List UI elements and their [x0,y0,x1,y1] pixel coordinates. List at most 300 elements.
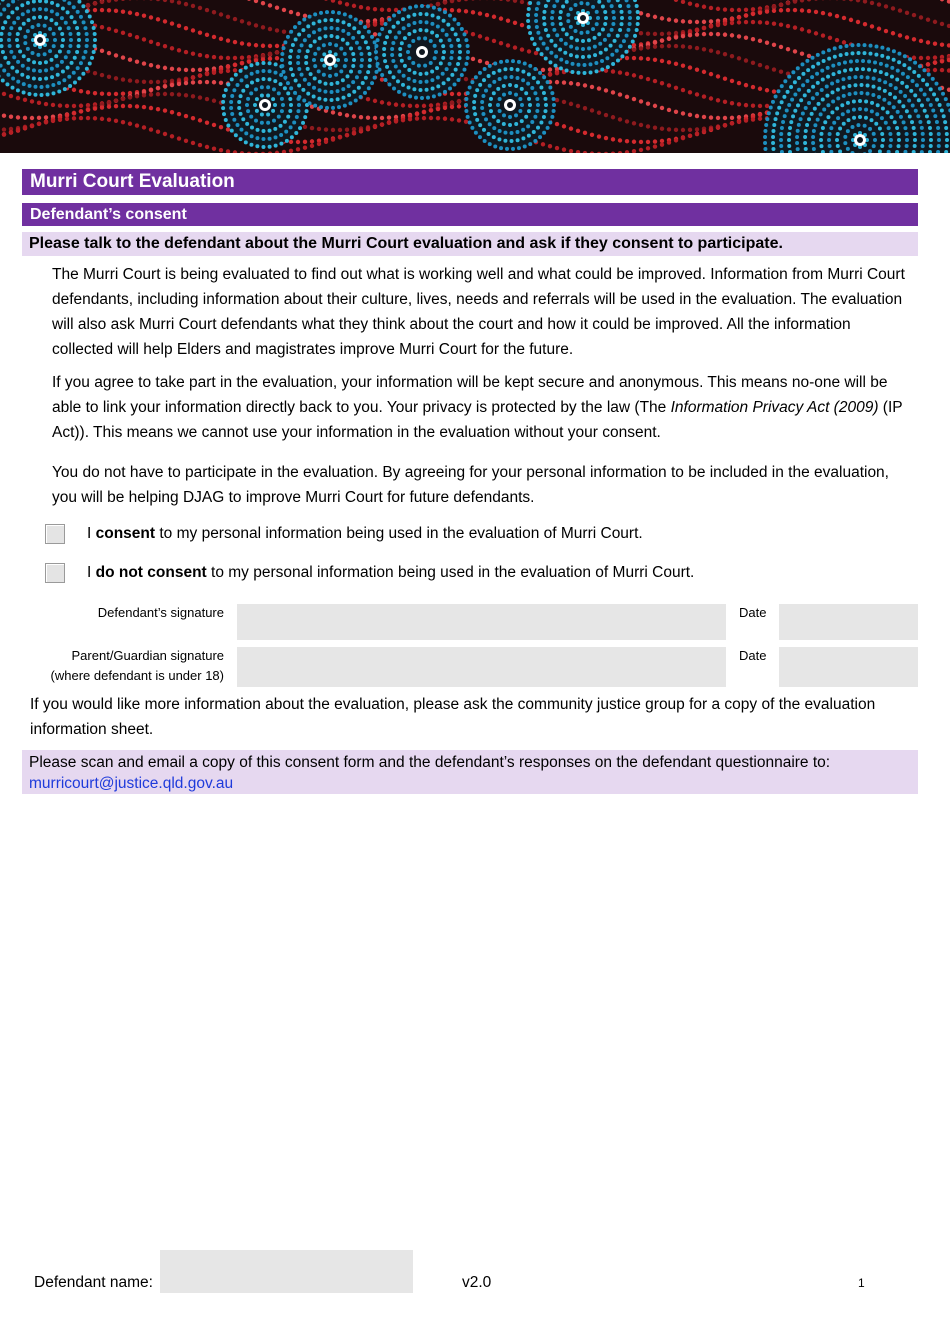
banner-dot [433,44,437,48]
banner-dot [730,33,734,37]
banner-dot [508,115,512,119]
banner-dot [888,132,892,136]
banner-dot [562,80,566,84]
banner-dot [347,32,351,36]
banner-dot [412,87,416,91]
banner-dot [33,85,37,89]
banner-dot [149,92,153,96]
banner-dot [475,118,479,122]
banner-dot [471,32,475,36]
banner-dot [26,47,30,51]
banner-dot [565,32,569,36]
banner-dot [443,106,447,110]
banner-dot [702,20,706,24]
banner-dot [401,83,405,87]
banner-dot [807,89,811,93]
banner-dot [660,142,664,146]
banner-dot [485,13,489,17]
banner-dot [156,42,160,46]
banner-dot [343,64,347,68]
banner-dot [618,92,622,96]
banner-dot [436,116,440,120]
banner-dot [667,17,671,21]
banner-dot [940,68,944,72]
banner-dot [361,35,365,39]
banner-dot [863,22,867,26]
banner-dot [481,94,485,98]
banner-dot [709,32,713,36]
banner-dot [796,147,800,151]
banner-dot [307,34,311,38]
banner-dot [646,140,650,144]
banner-dot [771,100,775,104]
banner-dot [912,56,916,60]
banner-dot [279,133,283,137]
banner-dot [937,138,941,142]
banner-dot [526,19,530,23]
banner-dot [520,119,524,123]
banner-dot [245,103,249,107]
banner-circle-bg [0,0,95,95]
banner-dot [945,144,949,148]
banner-dot [11,77,15,81]
banner-dot [902,120,906,124]
banner-dot [544,103,548,107]
banner-dot [562,124,566,128]
banner-dot [800,0,804,3]
banner-dot [667,127,671,131]
banner-dot [22,54,26,58]
banner-dot [591,27,595,31]
banner-dot [807,9,811,13]
banner-dot [368,52,372,56]
banner-dot [829,126,833,130]
banner-dot [387,115,391,119]
banner-dot [534,13,538,17]
banner-dot [268,52,272,56]
banner-dot [918,120,922,124]
banner-dot [544,4,548,8]
banner-dot [646,77,650,81]
banner-dot [518,97,522,101]
banner-dot [812,147,816,151]
banner-dot [37,101,41,105]
banner-dot [576,104,580,108]
banner-dot [6,15,10,19]
banner-dot [62,78,66,82]
banner-dot [391,41,395,45]
banner-dot [737,20,741,24]
banner-dot [205,67,209,71]
banner-dot [765,21,769,25]
banner-dot [6,73,10,77]
defendant-signature-field[interactable] [237,604,726,640]
banner-dot [250,134,254,138]
banner-dot [247,152,251,153]
banner-dot [302,99,306,103]
banner-dot [380,77,384,81]
banner-dot [562,100,566,104]
banner-dot [324,140,328,144]
banner-dot [15,38,19,42]
banner-dot [418,72,422,76]
banner-dot [867,68,871,72]
banner-dot [224,118,228,122]
banner-dot [502,93,506,97]
banner-dot [533,42,537,46]
banner-dot [526,124,530,128]
banner-dot [88,15,92,19]
banner-dot [376,38,380,42]
banner-dot [870,109,874,113]
banner-dot [688,65,692,69]
banner-dot [470,80,474,84]
page-number: 1 [858,1276,865,1290]
banner-dot [205,54,209,58]
banner-dot [177,136,181,140]
banner-dot [586,30,590,34]
banner-dot [302,17,306,21]
banner-dot [307,82,311,86]
banner-dot [233,68,237,72]
banner-dot [219,69,223,73]
banner-dot [702,94,706,98]
banner-dot [226,124,230,128]
banner-dot [336,89,340,93]
banner-dot [653,15,657,19]
banner-dot [927,120,931,124]
banner-dot [177,48,181,52]
banner-dot [460,27,464,31]
banner-dot [594,61,598,65]
banner-dot [912,37,916,41]
banner-dot [135,104,139,108]
banner-dot [226,56,230,60]
banner-dot [779,144,783,148]
banner-dot [93,106,97,110]
banner-dot [425,88,429,92]
banner-dot [245,122,249,126]
banner-dot [250,126,254,130]
banner-dot [274,135,278,139]
banner-dot [366,6,370,10]
banner-dot [82,20,86,24]
consent-no-checkbox[interactable] [45,563,65,583]
banner-dot [817,102,821,106]
banner-dot [359,21,363,25]
banner-dot [611,137,615,141]
banner-dot [667,44,671,48]
banner-dot [548,121,552,125]
banner-dot [414,4,418,8]
banner-dot [763,141,767,145]
banner-dot [378,32,382,36]
banner-dot [836,79,840,83]
banner-dot [926,98,930,102]
parent-signature-field[interactable] [237,647,726,687]
banner-dot [536,31,540,35]
banner-dot [282,70,286,74]
banner-dot [128,33,132,37]
banner-dot [373,99,377,103]
banner-dot [415,116,419,120]
banner-dot [268,137,272,141]
privacy-text-end: (IP Act)). This means we cannot use your information in the evaluation without your consent. [52,399,903,441]
consent-yes-checkbox[interactable] [45,524,65,544]
banner-dot [61,38,65,42]
banner-dot [902,63,906,67]
banner-dot [402,74,406,78]
banner-dot [763,147,767,151]
instruction-banner: Please talk to the defendant about the Murri Court evaluation and ask if they consent to participate. [22,232,918,256]
banner-dot [348,101,352,105]
banner-dot [184,26,188,30]
banner-dot [90,20,94,24]
banner-dot [587,46,591,50]
banner-dot [51,83,55,87]
banner-dot [618,151,622,153]
banner-dot [298,126,302,130]
banner-circle-core [37,37,43,43]
banner-dot [388,70,392,74]
banner-dot [240,78,244,82]
banner-dot [79,89,83,93]
banner-dot [458,44,462,48]
banner-dot [184,93,188,97]
banner-dot [76,10,80,14]
banner-dot [81,72,85,76]
banner-dot [184,2,188,6]
banner-dot [50,18,54,22]
banner-dot [319,11,323,15]
banner-dot [268,151,272,153]
banner-dot [100,105,104,109]
banner-dot [413,71,417,75]
banner-dot [788,126,792,130]
banner-dot [464,0,468,1]
banner-dot [858,107,862,111]
banner-dot [93,8,97,12]
banner-dot [503,67,507,71]
banner-dot [272,119,276,123]
banner-dot [239,94,243,98]
banner-dot [716,125,720,129]
banner-dot [30,123,34,127]
banner-dot [330,26,334,30]
banner-dot [100,25,104,29]
banner-dot [219,37,223,41]
banner-dot [9,26,13,30]
banner-dot [268,129,272,133]
banner-dot [558,16,562,20]
banner-dot [751,20,755,24]
banner-dot [411,61,415,65]
banner-dot [224,88,228,92]
banner-dot [474,131,478,135]
banner-dot [873,60,877,64]
banner-dot [518,109,522,113]
banner-dot [27,18,31,22]
defendant-date-field[interactable] [779,604,918,640]
banner-dot [510,139,514,143]
banner-dot [398,53,402,57]
banner-dot [929,103,933,107]
defendant-name-field[interactable] [160,1250,413,1293]
banner-dot [723,116,727,120]
banner-dot [75,26,79,30]
banner-dot [797,76,801,80]
banner-dot [322,43,326,47]
banner-dot [667,37,671,41]
banner-dot [530,120,534,124]
banner-dot [20,3,24,7]
banner-dot [470,126,474,130]
banner-dot [487,74,491,78]
banner-dot [581,47,585,51]
banner-dot [478,71,482,75]
banner-dot [380,27,384,31]
banner-dot [805,79,809,83]
parent-date-field[interactable] [779,647,918,687]
banner-dot [44,68,48,72]
banner-dot [268,27,272,31]
banner-dot [177,24,181,28]
banner-dot [448,86,452,90]
banner-dot [938,87,942,91]
banner-dot [796,66,800,70]
banner-dot [2,114,6,118]
banner-dot [625,34,629,38]
banner-dot [856,123,860,127]
banner-dot [555,33,559,37]
banner-dot [611,10,615,14]
banner-dot [716,32,720,36]
banner-dot [499,0,503,1]
banner-dot [32,60,36,64]
banner-dot [170,21,174,25]
banner-dot [425,12,429,16]
banner-dot [786,1,790,5]
banner-dot [296,147,300,151]
banner-dot [303,14,307,18]
banner-dot [425,20,429,24]
banner-dot [524,91,528,95]
banner-dot [297,33,301,37]
banner-dot [70,61,74,65]
banner-dot [823,120,827,124]
banner-dot [64,55,68,59]
banner-dot [828,132,832,136]
banner-dot [397,70,401,74]
banner-dot [450,117,454,121]
banner-dot [763,135,767,139]
banner-dot [884,121,888,125]
banner-dot [751,61,755,65]
banner-dot [254,43,258,47]
banner-circle-core [262,102,268,108]
banner-dot [330,82,334,86]
banner-dot [305,109,309,113]
banner-dot [605,56,609,60]
banner-dot [335,81,339,85]
banner-dot [499,16,503,20]
banner-dot [821,11,825,15]
banner-dot [373,22,377,26]
banner-dot [940,0,944,1]
banner-dot [566,19,570,23]
banner-dot [142,61,146,65]
banner-dot [303,115,307,119]
banner-dot [737,8,741,12]
banner-dot [403,64,407,68]
banner-dot [244,66,248,70]
banner-dot [44,115,48,119]
banner-dot [396,79,400,83]
banner-dot [872,144,876,148]
banner-dot [917,74,921,78]
banner-dot [282,30,286,34]
banner-dot [364,76,368,80]
banner-dot [70,15,74,19]
banner-dot [472,106,476,110]
banner-dot [390,53,394,57]
banner-dot [632,73,636,77]
banner-dot [170,0,174,3]
banner-dot [240,151,244,153]
banner-dot [888,144,892,148]
banner-dot [864,116,868,120]
banner-dot [633,34,637,38]
banner-dot [191,94,195,98]
banner-dot [597,86,601,90]
banner-dot [283,86,287,90]
banner-dot [373,116,377,120]
banner-dot [836,132,840,136]
banner-dot [449,56,453,60]
banner-dot [255,62,259,66]
banner-dot [135,60,139,64]
banner-dot [426,96,430,100]
banner-dot [554,64,558,68]
banner-dot [822,59,826,63]
banner-dot [294,38,298,42]
banner-dot [57,81,61,85]
banner-dot [539,36,543,40]
banner-dot [489,109,493,113]
banner-dot [730,101,734,105]
banner-dot [619,44,623,48]
banner-dot [744,103,748,107]
banner-dot [471,0,475,1]
banner-dot [38,15,42,19]
banner-dot [466,91,470,95]
banner-dot [492,15,496,19]
banner-dot [473,112,477,116]
email-link[interactable]: murricourt@justice.qld.gov.au [29,775,234,792]
banner-dot [590,151,594,153]
banner-dot [527,49,531,53]
banner-dot [191,4,195,8]
banner-dot [599,51,603,55]
banner-dot [450,92,454,96]
banner-dot [516,138,520,142]
banner-dot [524,115,528,119]
banner-dot [420,96,424,100]
banner-dot [604,136,608,140]
banner-dot [839,53,843,57]
banner-dot [828,36,832,40]
banner-dot [709,72,713,76]
